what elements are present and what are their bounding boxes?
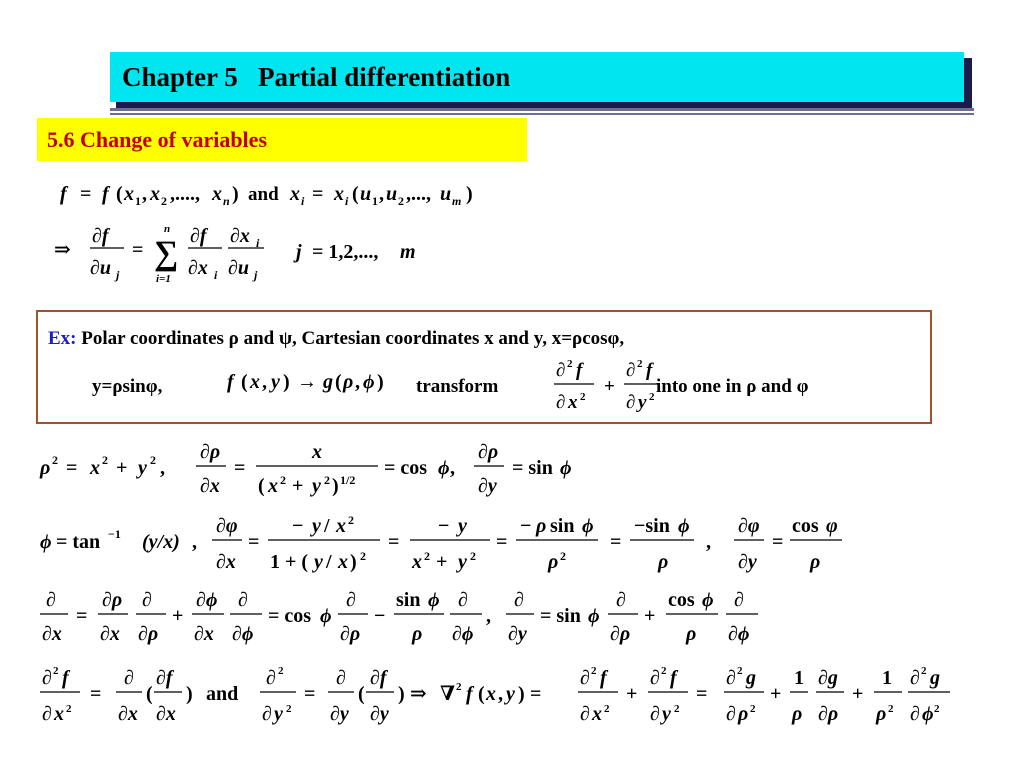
svg-text:=: = xyxy=(234,457,246,479)
svg-text:ρ: ρ xyxy=(810,551,821,573)
svg-text:∂: ∂ xyxy=(650,703,660,725)
svg-text:∂: ∂ xyxy=(124,667,134,689)
svg-text:ρ: ρ xyxy=(876,703,887,725)
svg-text:= tan: = tan xyxy=(56,531,101,553)
svg-text:i: i xyxy=(345,194,349,208)
svg-text:1: 1 xyxy=(372,194,378,208)
svg-text:∂: ∂ xyxy=(626,392,636,413)
svg-text:=: = xyxy=(696,683,708,705)
svg-text:→: → xyxy=(297,371,317,393)
svg-text:∑: ∑ xyxy=(154,235,179,272)
svg-text:−: − xyxy=(374,605,386,627)
svg-text:∂ρ: ∂ρ xyxy=(340,623,361,645)
divider-line xyxy=(110,108,974,111)
svg-text:2: 2 xyxy=(888,703,894,715)
svg-text:∇: ∇ xyxy=(440,683,456,705)
svg-text:= cos: = cos xyxy=(384,457,428,479)
svg-text:y: y xyxy=(312,515,321,537)
svg-text:2: 2 xyxy=(398,194,404,208)
svg-text:∂: ∂ xyxy=(910,667,920,689)
svg-text:2: 2 xyxy=(360,549,366,563)
example-line-1 xyxy=(48,328,624,350)
svg-text:=: = xyxy=(66,457,78,479)
svg-text:): ) xyxy=(283,371,290,393)
svg-text:∂: ∂ xyxy=(336,667,346,689)
svg-text:f: f xyxy=(62,667,69,689)
svg-text:,: , xyxy=(450,457,455,479)
svg-text:ρ: ρ xyxy=(548,551,559,573)
svg-text:j: j xyxy=(116,268,120,282)
svg-text:2: 2 xyxy=(470,549,476,563)
laplacian-equation xyxy=(30,660,960,736)
svg-text:): ) xyxy=(398,683,405,705)
svg-text:∂ρ: ∂ρ xyxy=(478,441,499,463)
svg-text:= sin: = sin xyxy=(540,605,581,627)
svg-text:2: 2 xyxy=(560,549,566,563)
svg-text:ρ: ρ xyxy=(536,515,547,537)
svg-text:∂x: ∂x xyxy=(194,623,214,645)
svg-text:(: ( xyxy=(241,371,248,393)
svg-text:=: = xyxy=(312,183,324,205)
svg-text:f: f xyxy=(646,360,653,381)
svg-text:y: y xyxy=(638,392,647,413)
svg-text:g: g xyxy=(930,667,940,689)
svg-text:ρ: ρ xyxy=(792,703,803,725)
svg-text:x: x xyxy=(334,183,344,205)
svg-text:f: f xyxy=(102,183,109,205)
svg-text:∂y: ∂y xyxy=(508,623,527,645)
example-label: Ex: xyxy=(48,328,77,349)
svg-text:∂f: ∂f xyxy=(92,225,109,247)
svg-text:2: 2 xyxy=(278,665,284,677)
svg-text:∂ρ: ∂ρ xyxy=(818,703,839,725)
svg-text:m: m xyxy=(400,241,416,263)
svg-text:i: i xyxy=(214,268,218,282)
svg-text:2: 2 xyxy=(53,665,59,677)
rho-relations-equation xyxy=(30,438,630,502)
example-line-2-start: y=ρsinφ, xyxy=(92,376,163,397)
svg-text:i: i xyxy=(256,236,260,250)
svg-text:∂x: ∂x xyxy=(100,623,120,645)
svg-text:∂x: ∂x xyxy=(200,475,220,497)
svg-text:2: 2 xyxy=(934,703,940,715)
svg-text:x: x xyxy=(486,683,496,705)
svg-text:,: , xyxy=(160,457,165,479)
svg-text:+: + xyxy=(770,683,782,705)
divider-line xyxy=(110,113,974,115)
svg-text:x: x xyxy=(212,183,222,205)
svg-text:,: , xyxy=(706,531,711,553)
svg-text:sin: sin xyxy=(550,515,575,537)
svg-text:2: 2 xyxy=(66,703,72,715)
svg-text:,: , xyxy=(379,183,384,205)
title-banner xyxy=(110,52,964,102)
svg-text:j: j xyxy=(254,268,258,282)
svg-text:∂ϕ: ∂ϕ xyxy=(196,589,218,611)
svg-text:x: x xyxy=(290,183,300,205)
svg-text:): ) xyxy=(466,183,473,205)
svg-text:x: x xyxy=(268,475,278,497)
svg-text:ρ: ρ xyxy=(412,623,423,645)
svg-text:u: u xyxy=(360,183,372,205)
svg-text:ϕ: ϕ xyxy=(428,589,440,611)
svg-text:,....,: ,...., xyxy=(170,183,200,205)
svg-text:+: + xyxy=(852,683,864,705)
svg-text:x: x xyxy=(338,551,348,573)
svg-text:∂: ∂ xyxy=(726,667,736,689)
svg-text:y: y xyxy=(274,703,283,725)
svg-text:ρ: ρ xyxy=(343,371,354,393)
svg-text:y: y xyxy=(312,475,321,497)
svg-text:y: y xyxy=(458,515,467,537)
svg-text:(: ( xyxy=(146,683,153,705)
svg-text:+: + xyxy=(172,605,184,627)
svg-text:2: 2 xyxy=(567,358,573,370)
svg-text:u: u xyxy=(386,183,398,205)
svg-text:⇒: ⇒ xyxy=(410,683,427,705)
svg-text:ρ: ρ xyxy=(686,623,697,645)
svg-text:−: − xyxy=(520,515,532,537)
svg-text:g: g xyxy=(323,371,333,393)
svg-text:⇒: ⇒ xyxy=(54,239,71,261)
svg-text:2: 2 xyxy=(280,473,286,487)
svg-text:1: 1 xyxy=(794,667,804,689)
svg-text:ϕ: ϕ xyxy=(320,605,332,627)
svg-text:∂: ∂ xyxy=(346,589,356,611)
svg-text:2: 2 xyxy=(661,665,667,677)
svg-text:2: 2 xyxy=(456,681,462,693)
transform-word: transform xyxy=(416,376,499,397)
svg-text:=: = xyxy=(132,239,144,261)
svg-text:∂ρ: ∂ρ xyxy=(200,441,221,463)
svg-text:(: ( xyxy=(258,475,265,497)
svg-text:∂: ∂ xyxy=(734,589,744,611)
svg-text:∂φ: ∂φ xyxy=(738,515,760,537)
svg-text:2: 2 xyxy=(52,453,58,467)
svg-text:ϕ: ϕ xyxy=(40,531,52,553)
svg-text:∂ρ: ∂ρ xyxy=(138,623,159,645)
svg-text:∂f: ∂f xyxy=(370,667,387,689)
svg-text:,: , xyxy=(262,371,267,393)
svg-text:i: i xyxy=(301,194,305,208)
svg-text:= 1,2,...,: = 1,2,..., xyxy=(312,241,379,263)
svg-text:,: , xyxy=(142,183,147,205)
svg-text:,: , xyxy=(355,371,360,393)
svg-text:m: m xyxy=(452,194,462,208)
svg-text:∂ϕ: ∂ϕ xyxy=(452,623,474,645)
svg-text:2: 2 xyxy=(649,391,655,403)
svg-text:∂: ∂ xyxy=(238,589,248,611)
svg-text:): ) xyxy=(232,183,239,205)
svg-text:1: 1 xyxy=(882,667,892,689)
svg-text:2: 2 xyxy=(424,549,430,563)
svg-text:∂: ∂ xyxy=(42,667,52,689)
svg-text:=: = xyxy=(80,183,92,205)
svg-text:=: = xyxy=(304,683,316,705)
svg-text:,: , xyxy=(498,683,503,705)
svg-text:∂: ∂ xyxy=(626,360,636,381)
svg-text:=: = xyxy=(388,531,400,553)
svg-text:∂: ∂ xyxy=(650,667,660,689)
svg-text:+: + xyxy=(626,683,638,705)
svg-text:∂: ∂ xyxy=(726,703,736,725)
svg-text:ϕ: ϕ xyxy=(678,515,690,537)
svg-text:x: x xyxy=(592,703,602,725)
section-heading-box xyxy=(37,118,527,161)
svg-text:): ) xyxy=(518,683,525,705)
svg-text:f: f xyxy=(600,667,607,689)
svg-text:(: ( xyxy=(335,371,342,393)
svg-text:x: x xyxy=(336,515,346,537)
mapping-expression xyxy=(225,360,425,400)
svg-text:+: + xyxy=(644,605,656,627)
svg-text:x: x xyxy=(150,183,160,205)
svg-text:2: 2 xyxy=(591,665,597,677)
svg-text:∂x: ∂x xyxy=(230,225,250,247)
svg-text:x: x xyxy=(54,703,64,725)
svg-text:+: + xyxy=(436,551,448,573)
svg-text:u: u xyxy=(440,183,452,205)
svg-text:x: x xyxy=(412,551,422,573)
svg-text:∂u: ∂u xyxy=(90,257,112,279)
svg-text:y: y xyxy=(271,371,280,393)
svg-text:∂: ∂ xyxy=(42,703,52,725)
svg-text:f: f xyxy=(227,371,234,393)
svg-text:f: f xyxy=(670,667,677,689)
svg-text:+: + xyxy=(292,475,304,497)
svg-text:2: 2 xyxy=(102,453,108,467)
svg-text:2: 2 xyxy=(580,391,586,403)
svg-text:=: = xyxy=(530,683,542,705)
svg-text:1: 1 xyxy=(135,194,141,208)
svg-text:= sin: = sin xyxy=(512,457,553,479)
svg-text:2: 2 xyxy=(737,665,743,677)
svg-text:∂x: ∂x xyxy=(156,703,176,725)
svg-text:2: 2 xyxy=(637,358,643,370)
svg-text:−1: −1 xyxy=(108,527,121,541)
svg-text:(: ( xyxy=(116,183,123,205)
svg-text:∂: ∂ xyxy=(514,589,524,611)
svg-text:y: y xyxy=(138,457,147,479)
svg-text:(: ( xyxy=(358,683,365,705)
svg-text:2: 2 xyxy=(161,194,167,208)
svg-text:f: f xyxy=(466,683,473,705)
example-line-2-end: into one in ρ and φ xyxy=(656,376,809,397)
svg-text:∂: ∂ xyxy=(556,360,566,381)
chain-rule-equation xyxy=(40,170,540,290)
svg-text:): ) xyxy=(350,551,357,573)
svg-text:∂: ∂ xyxy=(266,667,276,689)
svg-text:∂ϕ: ∂ϕ xyxy=(232,623,254,645)
svg-text:y: y xyxy=(458,551,467,573)
svg-text:∂: ∂ xyxy=(556,392,566,413)
svg-text:/: / xyxy=(324,515,330,537)
svg-text:∂x: ∂x xyxy=(118,703,138,725)
example-text-1: Polar coordinates ρ and ψ, Cartesian coordinates x and y, x=ρcosφ, xyxy=(81,328,625,349)
svg-text:∂y: ∂y xyxy=(330,703,349,725)
svg-text:2: 2 xyxy=(150,453,156,467)
svg-text:/: / xyxy=(326,551,332,573)
svg-text:and: and xyxy=(248,184,279,205)
svg-text:∂: ∂ xyxy=(458,589,468,611)
svg-text:∂f: ∂f xyxy=(190,225,207,247)
section-heading: 5.6 Change of variables xyxy=(47,126,267,152)
svg-text:=: = xyxy=(772,531,784,553)
svg-text:2: 2 xyxy=(286,703,292,715)
svg-text:∂: ∂ xyxy=(46,589,56,611)
svg-text:i=1: i=1 xyxy=(156,273,171,285)
svg-text:2: 2 xyxy=(348,513,354,527)
svg-text:cos: cos xyxy=(792,515,819,537)
svg-text:−: − xyxy=(438,515,450,537)
svg-text:=: = xyxy=(248,531,260,553)
svg-text:∂φ: ∂φ xyxy=(216,515,238,537)
svg-text:x: x xyxy=(312,441,322,463)
svg-text:=: = xyxy=(90,683,102,705)
svg-text:+: + xyxy=(116,457,128,479)
svg-text:ρ: ρ xyxy=(40,457,51,479)
svg-text:): ) xyxy=(377,371,384,393)
svg-text:∂f: ∂f xyxy=(156,667,173,689)
svg-text:ϕ: ϕ xyxy=(922,703,934,725)
svg-text:cos: cos xyxy=(668,589,695,611)
svg-text:,: , xyxy=(486,605,491,627)
svg-text:y: y xyxy=(506,683,515,705)
laplacian-expression xyxy=(550,350,660,420)
svg-text:(y/x): (y/x) xyxy=(142,531,180,553)
svg-text:(: ( xyxy=(478,683,485,705)
svg-text:∂: ∂ xyxy=(262,703,272,725)
svg-text:∂: ∂ xyxy=(142,589,152,611)
svg-text:x: x xyxy=(90,457,100,479)
svg-text:ϕ: ϕ xyxy=(588,605,600,627)
svg-text:=: = xyxy=(496,531,508,553)
svg-text:y: y xyxy=(662,703,671,725)
svg-text:): ) xyxy=(186,683,193,705)
svg-text:,...,: ,..., xyxy=(406,183,431,205)
svg-text:sin: sin xyxy=(396,589,421,611)
svg-text:ϕ: ϕ xyxy=(582,515,594,537)
svg-text:∂g: ∂g xyxy=(818,667,838,689)
svg-text:∂y: ∂y xyxy=(738,551,757,573)
svg-text:and: and xyxy=(206,683,239,705)
svg-text:=: = xyxy=(610,531,622,553)
svg-text:−: − xyxy=(292,515,304,537)
svg-text:f: f xyxy=(60,183,67,205)
svg-text:ϕ: ϕ xyxy=(560,457,572,479)
svg-text:∂ϕ: ∂ϕ xyxy=(728,623,750,645)
operator-equation xyxy=(30,586,770,654)
svg-text:∂: ∂ xyxy=(580,667,590,689)
svg-text:∂x: ∂x xyxy=(216,551,236,573)
svg-text:f: f xyxy=(576,360,583,381)
svg-text:j: j xyxy=(296,241,302,263)
svg-text:2: 2 xyxy=(674,703,680,715)
svg-text:∂: ∂ xyxy=(580,703,590,725)
svg-text:x: x xyxy=(124,183,134,205)
svg-text:ρ: ρ xyxy=(738,703,749,725)
svg-text:2: 2 xyxy=(324,473,330,487)
svg-text:x: x xyxy=(568,392,578,413)
svg-text:+: + xyxy=(604,376,615,397)
svg-text:∂x: ∂x xyxy=(42,623,62,645)
svg-text:∂ρ: ∂ρ xyxy=(102,589,123,611)
svg-text:(: ( xyxy=(352,183,359,205)
svg-text:2: 2 xyxy=(604,703,610,715)
svg-text:ϕ: ϕ xyxy=(438,457,450,479)
svg-text:): ) xyxy=(332,475,339,497)
svg-text:∂: ∂ xyxy=(616,589,626,611)
svg-text:n: n xyxy=(164,223,171,235)
svg-text:ρ: ρ xyxy=(658,551,669,573)
svg-text:∂y: ∂y xyxy=(370,703,389,725)
svg-text:1/2: 1/2 xyxy=(340,473,356,487)
svg-text:ϕ: ϕ xyxy=(702,589,714,611)
svg-text:∂u: ∂u xyxy=(228,257,250,279)
svg-text:2: 2 xyxy=(921,665,927,677)
svg-text:g: g xyxy=(746,667,756,689)
svg-text:∂x: ∂x xyxy=(188,257,208,279)
svg-text:∂ρ: ∂ρ xyxy=(610,623,631,645)
svg-text:ϕ: ϕ xyxy=(363,371,375,393)
page-title: Chapter 5 Partial differentiation xyxy=(122,61,511,92)
phi-relations-equation xyxy=(30,508,860,582)
svg-text:φ: φ xyxy=(826,515,838,537)
svg-text:1 + (: 1 + ( xyxy=(270,551,309,573)
svg-text:,: , xyxy=(192,531,197,553)
svg-text:∂y: ∂y xyxy=(478,475,497,497)
svg-text:2: 2 xyxy=(750,703,756,715)
svg-text:y: y xyxy=(314,551,323,573)
svg-text:= cos: = cos xyxy=(268,605,312,627)
svg-text:n: n xyxy=(223,194,230,208)
svg-text:∂: ∂ xyxy=(910,703,920,725)
svg-text:−sin: −sin xyxy=(634,515,670,537)
svg-text:x: x xyxy=(250,371,260,393)
svg-text:=: = xyxy=(76,605,88,627)
